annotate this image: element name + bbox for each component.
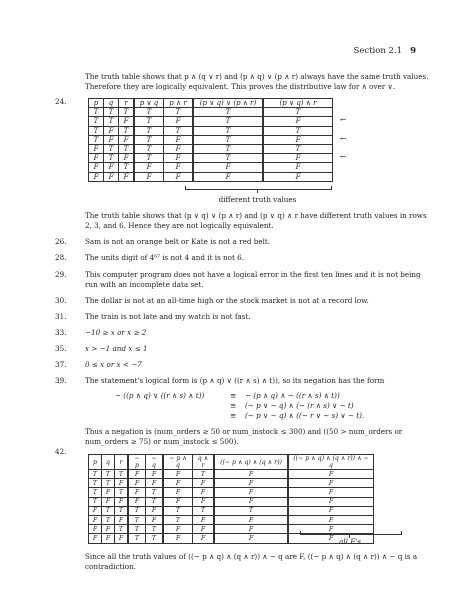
header-row — [89, 99, 333, 108]
table-cell: F — [164, 144, 194, 153]
ex39-lhs: ∼ ((p ∧ q) ∨ ((r ∧ s) ∧ t)) — [115, 391, 205, 400]
table-cell: F — [115, 534, 129, 543]
difference-arrow: ← — [340, 134, 347, 143]
table-cell: T — [134, 154, 164, 163]
table-cell: F — [193, 515, 215, 524]
table-cell: F — [89, 534, 102, 543]
table-cell: T — [102, 479, 115, 488]
table-cell: F — [193, 497, 215, 506]
table-row — [89, 172, 333, 181]
table-row — [89, 126, 333, 135]
table-row — [89, 108, 333, 117]
ex24-text-1: The truth table shows that (p ∨ q) ∨ (p ∧ r) and (p ∨ q) ∧ r have different truth values in rows — [85, 211, 427, 220]
table-cell: F — [104, 163, 119, 172]
table-cell: F — [214, 470, 288, 479]
difference-arrow: ← — [340, 115, 347, 124]
column-header: r — [119, 99, 135, 108]
table-cell: F — [128, 479, 146, 488]
table-cell: F — [214, 497, 288, 506]
item-26-text: Sam is not an orange belt or Kate is not a red belt. — [85, 237, 271, 246]
table-cell: T — [104, 154, 119, 163]
table-cell: F — [89, 154, 104, 163]
table-cell: T — [193, 470, 215, 479]
item-37-text: 0 ≤ x or x < −7 — [85, 360, 142, 369]
table-cell: F — [119, 172, 135, 181]
table-cell: F — [146, 470, 164, 479]
table-cell: T — [89, 479, 102, 488]
item-28-text: The units digit of 4⁶⁷ is not 4 and it is not 6. — [85, 253, 245, 262]
table-cell: T — [104, 108, 119, 117]
ex39-rhs-2: (∼ p ∨ ∼ q) ∧ (∼ (r ∧ s) ∨ ∼ t) — [245, 401, 354, 410]
table-cell: T — [163, 515, 193, 524]
table-row — [89, 144, 333, 153]
table-cell: F — [128, 497, 146, 506]
exercise-24-number: 24. — [55, 97, 67, 106]
table-cell: F — [193, 479, 215, 488]
table-cell: F — [89, 525, 102, 534]
brace-label-42: all F's — [339, 537, 361, 546]
table-cell: T — [89, 135, 104, 144]
column-header: q — [102, 455, 115, 470]
column-header: ∼ p ∧ q — [163, 455, 193, 470]
table-cell: T — [146, 525, 164, 534]
ex24-text-2: 2, 3, and 6. Hence they are not logically equivalent. — [85, 221, 274, 230]
table-cell: F — [104, 126, 119, 135]
table-row — [89, 117, 333, 126]
ex42-text-1: Since all the truth values of ((∼ p ∧ q) ∧ (q ∧ r)) ∧ ∼ q are F, ((∼ p ∧ q) ∧ (q ∧ r)) ∧ ∼ q is a — [85, 552, 418, 561]
table-cell: F — [89, 506, 102, 515]
table-row — [89, 154, 333, 163]
table-cell: T — [89, 126, 104, 135]
table-cell: F — [104, 135, 119, 144]
ex39-eq-1: ≡ — [230, 391, 237, 400]
table-cell: T — [119, 163, 135, 172]
table-cell: F — [214, 525, 288, 534]
table-cell: T — [263, 126, 333, 135]
table-cell: F — [128, 488, 146, 497]
header-row — [89, 455, 374, 470]
table-cell: T — [89, 117, 104, 126]
table-cell: T — [89, 497, 102, 506]
table-cell: F — [193, 534, 215, 543]
table-cell: F — [102, 488, 115, 497]
table-cell: T — [119, 144, 135, 153]
table-cell: F — [214, 515, 288, 524]
table-cell: T — [193, 154, 263, 163]
table-cell: T — [115, 525, 129, 534]
table-cell: T — [134, 144, 164, 153]
ex42-text-2: contradiction. — [85, 562, 136, 571]
table-cell: F — [89, 163, 104, 172]
table-cell: F — [214, 479, 288, 488]
table-cell: F — [164, 135, 194, 144]
item-33-number: 33. — [55, 328, 67, 337]
table-cell: T — [146, 488, 164, 497]
item-29-text-2: run with an incomplete data set. — [85, 280, 204, 289]
table-cell: F — [214, 488, 288, 497]
item-33-text: −10 ≥ x or x ≥ 2 — [85, 328, 147, 337]
table-cell: T — [102, 506, 115, 515]
item-35-number: 35. — [55, 344, 67, 353]
table-cell: T — [146, 497, 164, 506]
table-cell: F — [163, 525, 193, 534]
ex39-rhs-1: ∼ (p ∧ q) ∧ ∼ ((r ∧ s) ∧ t)) — [245, 391, 340, 400]
table-cell: T — [89, 108, 104, 117]
table-cell: F — [119, 154, 135, 163]
table-cell: F — [89, 144, 104, 153]
table-cell: F — [263, 163, 333, 172]
table-cell: T — [128, 525, 146, 534]
column-header: q ∧ r — [193, 455, 215, 470]
table-cell: F — [288, 515, 374, 524]
table-cell: F — [263, 135, 333, 144]
table-cell: T — [193, 135, 263, 144]
table-cell: F — [193, 172, 263, 181]
table-cell: T — [134, 108, 164, 117]
table-cell: T — [214, 506, 288, 515]
column-header: ∼ p — [128, 455, 146, 470]
table-cell: T — [163, 506, 193, 515]
table-cell: F — [163, 479, 193, 488]
item-30-text: The dollar is not at an all-time high or the stock market is not at a record low. — [85, 296, 369, 305]
table-cell: T — [89, 488, 102, 497]
table-cell: F — [104, 172, 119, 181]
column-header: p ∧ r — [164, 99, 194, 108]
table-cell: T — [134, 117, 164, 126]
table-cell: F — [115, 515, 129, 524]
table-cell: T — [115, 488, 129, 497]
table-cell: F — [115, 497, 129, 506]
difference-arrow: ← — [340, 152, 347, 161]
table-cell: F — [288, 488, 374, 497]
table-row — [89, 515, 374, 524]
exercise-39-number: 39. — [55, 376, 67, 385]
table-cell: F — [193, 163, 263, 172]
table-cell: F — [288, 479, 374, 488]
exercise-42-number: 42. — [55, 447, 67, 456]
table-cell: F — [263, 117, 333, 126]
section-label: Section 2.1 — [353, 46, 403, 56]
table-cell: T — [102, 515, 115, 524]
table-cell: F — [115, 479, 129, 488]
table-cell: T — [193, 144, 263, 153]
table-row — [89, 497, 374, 506]
table-cell: T — [119, 126, 135, 135]
table-cell: T — [263, 108, 333, 117]
table-cell: T — [193, 108, 263, 117]
table-cell: F — [89, 515, 102, 524]
table-cell: T — [146, 534, 164, 543]
table-cell: F — [163, 534, 193, 543]
table-cell: F — [163, 497, 193, 506]
ex39-text: The statement's logical form is (p ∧ q) ∨ ((r ∧ s) ∧ t)), so its negation has the form — [85, 376, 385, 385]
table-cell: T — [164, 126, 194, 135]
ex39-rhs-3: (∼ p ∨ ∼ q) ∧ ((∼ r ∨ ∼ s) ∨ ∼ t). — [245, 411, 365, 420]
table-cell: F — [263, 154, 333, 163]
table-cell: F — [263, 172, 333, 181]
ex39-negation-1: Thus a negation is (num_orders ≥ 50 or num_instock ≤ 300) and ((50 > num_orders or — [85, 427, 403, 436]
table-row — [89, 506, 374, 515]
brace-42 — [300, 531, 402, 535]
table-cell: T — [102, 470, 115, 479]
ex39-eq-3: ≡ — [230, 411, 237, 420]
table-cell: T — [115, 506, 129, 515]
column-header: (p ∨ q) ∧ r — [263, 99, 333, 108]
item-26-number: 26. — [55, 237, 67, 246]
table-cell: T — [193, 506, 215, 515]
table-cell: F — [288, 506, 374, 515]
table-cell: F — [288, 497, 374, 506]
table-cell: F — [102, 525, 115, 534]
item-29-number: 29. — [55, 270, 67, 279]
table-row — [89, 135, 333, 144]
table-cell: F — [146, 515, 164, 524]
column-header: p ∨ q — [134, 99, 164, 108]
table-cell: T — [128, 534, 146, 543]
column-header: ((∼ p ∧ q) ∧ (q ∧ r)) — [214, 455, 288, 470]
table-cell: F — [89, 172, 104, 181]
table-cell: F — [164, 163, 194, 172]
page-number: 9 — [410, 46, 416, 56]
table-cell: F — [288, 534, 374, 543]
table-cell: F — [164, 154, 194, 163]
table-row — [89, 163, 333, 172]
ex39-negation-2: num_orders ≥ 75) or num_instock ≤ 500). — [85, 437, 239, 446]
item-35-text: x > −1 and x ≤ 1 — [85, 344, 148, 353]
table-cell: T — [104, 117, 119, 126]
item-31-text: The train is not late and my watch is not fast. — [85, 312, 251, 321]
table-cell: T — [119, 108, 135, 117]
table-cell: T — [115, 470, 129, 479]
item-28-number: 28. — [55, 253, 67, 262]
table-cell: T — [128, 506, 146, 515]
intro-line-2: Therefore they are logically equivalent. This proves the distributive law for ∧ over ∨. — [85, 82, 396, 91]
table-cell: F — [163, 488, 193, 497]
column-header: p — [89, 455, 102, 470]
table-cell: T — [263, 144, 333, 153]
table-cell: F — [128, 470, 146, 479]
item-31-number: 31. — [55, 312, 67, 321]
truth-table-24 — [88, 98, 333, 182]
column-header: p — [89, 99, 104, 108]
table-cell: F — [164, 172, 194, 181]
ex39-eq-2: ≡ — [230, 401, 237, 410]
table-cell: F — [134, 163, 164, 172]
table-cell: T — [128, 515, 146, 524]
table-cell: F — [102, 497, 115, 506]
table-cell: F — [193, 525, 215, 534]
table-cell: F — [163, 470, 193, 479]
brace-label-24: different truth values — [218, 195, 297, 204]
table-cell: T — [164, 108, 194, 117]
table-cell: F — [288, 470, 374, 479]
table-cell: F — [119, 117, 135, 126]
item-29-text: This computer program does not have a logical error in the first ten lines and it is not being — [85, 270, 421, 279]
table-cell: F — [134, 172, 164, 181]
table-cell: T — [89, 470, 102, 479]
table-row — [89, 470, 374, 479]
table-cell: F — [146, 479, 164, 488]
page-header — [354, 46, 416, 56]
item-30-number: 30. — [55, 296, 67, 305]
table-cell: T — [134, 135, 164, 144]
intro-line-1: The truth table shows that p ∧ (q ∨ r) and (p ∧ q) ∨ (p ∧ r) always have the same truth values. — [85, 72, 429, 81]
column-header: r — [115, 455, 129, 470]
table-row — [89, 479, 374, 488]
brace-24 — [185, 186, 332, 190]
column-header: ((∼ p ∧ q) ∧ (q ∧ r)) ∧ ∼ q — [288, 455, 374, 470]
item-37-number: 37. — [55, 360, 67, 369]
table-cell: F — [164, 117, 194, 126]
table-cell: F — [288, 525, 374, 534]
table-row — [89, 488, 374, 497]
table-cell: F — [193, 488, 215, 497]
table-cell: T — [104, 144, 119, 153]
table-cell: F — [102, 534, 115, 543]
table-cell: F — [119, 135, 135, 144]
table-cell: F — [146, 506, 164, 515]
brace-tip-24 — [257, 189, 258, 193]
table-cell: F — [214, 534, 288, 543]
column-header: ∼ q — [146, 455, 164, 470]
table-cell: T — [193, 126, 263, 135]
column-header: (p ∨ q) ∨ (p ∧ r) — [193, 99, 263, 108]
table-cell: T — [193, 117, 263, 126]
table-cell: T — [134, 126, 164, 135]
column-header: q — [104, 99, 119, 108]
